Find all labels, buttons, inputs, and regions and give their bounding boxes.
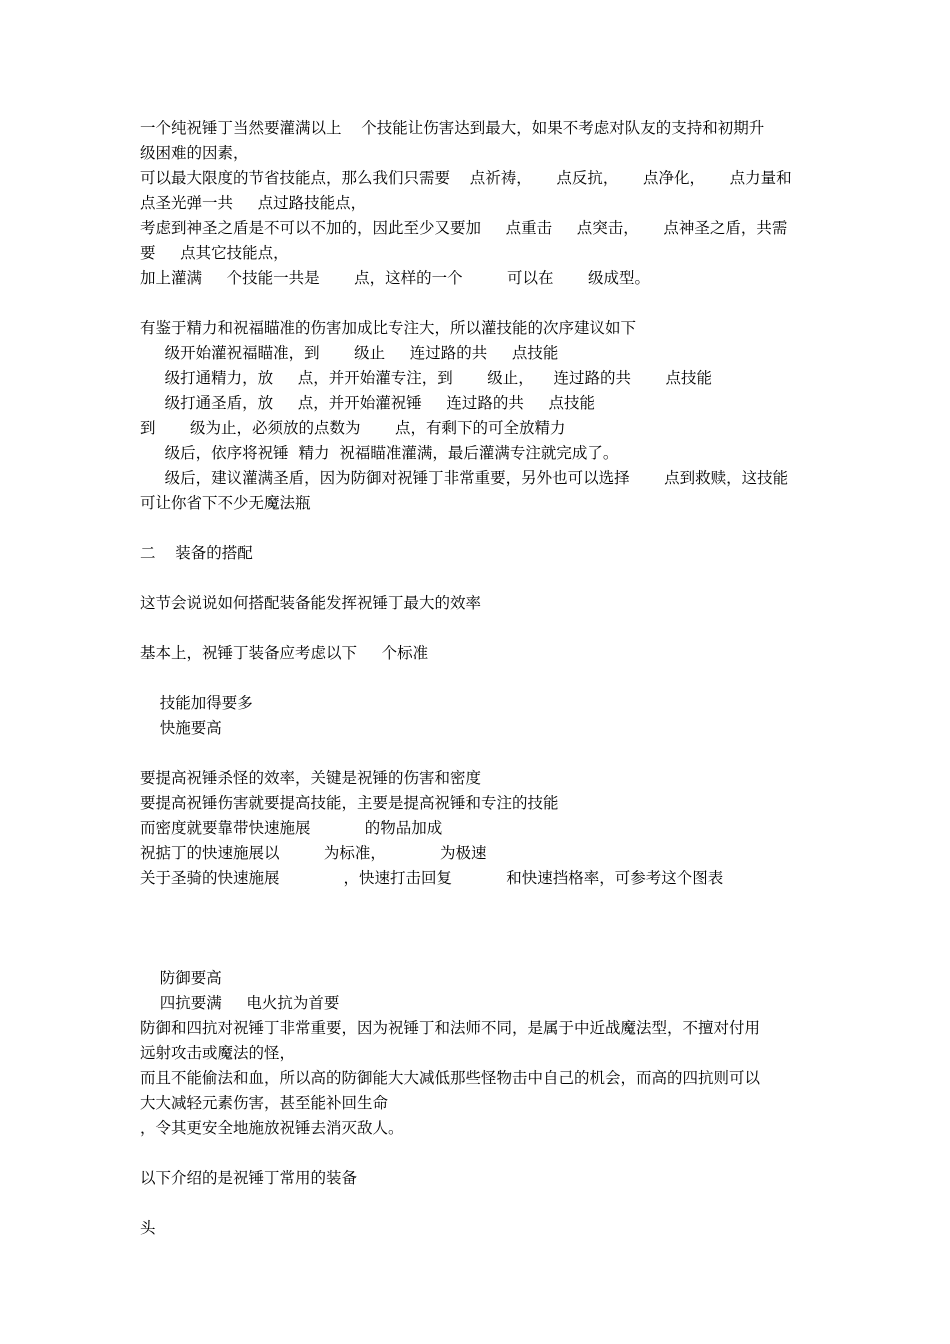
- text-line: 级后，依序将祝锤 精力 祝福瞄准灌满，最后灌满专注就完成了。: [140, 444, 619, 462]
- document-body: [140, 116, 820, 1241]
- blank-line: [140, 1191, 820, 1216]
- text-line: 基本上，祝锤丁装备应考虑以下 个标准: [140, 644, 429, 662]
- blank-line: [140, 941, 820, 966]
- text-line: 二 装备的搭配: [140, 544, 253, 562]
- text-line: 防御要高: [140, 969, 222, 987]
- text-line: 考虑到神圣之盾是不可以不加的，因此至少又要加 点重击 点突击， 点神圣之盾，共需: [140, 219, 788, 237]
- text-line: 防御和四抗对祝锤丁非常重要，因为祝锤丁和法师不同，是属于中近战魔法型，不擅对付用: [140, 1019, 761, 1037]
- text-line: ，令其更安全地施放祝锤去消灭敌人。: [140, 1119, 404, 1137]
- text-line: 快施要高: [140, 719, 222, 737]
- text-line: 级打通圣盾，放 点，并开始灌祝锤 连过路的共 点技能: [140, 394, 596, 412]
- blank-line: [140, 891, 820, 916]
- text-line: 有鉴于精力和祝福瞄准的伤害加成比专注大，所以灌技能的次序建议如下: [140, 319, 637, 337]
- text-line: 祝掂丁的快速施展以 为标准， 为极速: [140, 844, 487, 862]
- text-line: 可让你省下不少无魔法瓶: [140, 494, 311, 512]
- text-line: 级后，建议灌满圣盾，因为防御对祝锤丁非常重要，另外也可以选择 点到救赎，这技能: [140, 469, 789, 487]
- blank-line: [140, 516, 820, 541]
- blank-line: [140, 566, 820, 591]
- blank-line: [140, 666, 820, 691]
- text-line: 要 点其它技能点，: [140, 244, 289, 262]
- text-line: 远射攻击或魔法的怪，: [140, 1044, 296, 1062]
- text-line: 级开始灌祝福瞄准，到 级止 连过路的共 点技能: [140, 344, 559, 362]
- blank-line: [140, 616, 820, 641]
- text-line: 这节会说说如何搭配装备能发挥祝锤丁最大的效率: [140, 594, 482, 612]
- text-line: 可以最大限度的节省技能点，那么我们只需要 点祈祷， 点反抗， 点净化， 点力量和: [140, 169, 792, 187]
- text-line: 关于圣骑的快速施展 ，快速打击回复 和快速挡格率，可参考这个图表: [140, 869, 724, 887]
- blank-line: [140, 916, 820, 941]
- text-line: 级困难的因素，: [140, 144, 249, 162]
- blank-line: [140, 291, 820, 316]
- text-line: 而密度就要靠带快速施展 的物品加成: [140, 819, 443, 837]
- text-line: 四抗要满 电火抗为首要: [140, 994, 340, 1012]
- text-line: 一个纯祝锤丁当然要灌满以上 个技能让伤害达到最大，如果不考虑对队友的支持和初期升: [140, 119, 765, 137]
- blank-line: [140, 741, 820, 766]
- blank-line: [140, 1141, 820, 1166]
- text-line: 头: [140, 1219, 156, 1237]
- text-line: 要提高祝锤伤害就要提高技能，主要是提高祝锤和专注的技能: [140, 794, 559, 812]
- text-line: 大大减轻元素伤害，甚至能补回生命: [140, 1094, 389, 1112]
- text-line: 要提高祝锤杀怪的效率，关键是祝锤的伤害和密度: [140, 769, 482, 787]
- text-line: 加上灌满 个技能一共是 点，这样的一个 可以在 级成型。: [140, 269, 650, 287]
- text-line: 而且不能偷法和血，所以高的防御能大大减低那些怪物击中自己的机会，而高的四抗则可以: [140, 1069, 761, 1087]
- text-line: 以下介绍的是祝锤丁常用的装备: [140, 1169, 358, 1187]
- text-line: 技能加得要多: [140, 694, 253, 712]
- text-line: 点圣光弹一共 点过路技能点，: [140, 194, 367, 212]
- text-line: 级打通精力，放 点，并开始灌专注，到 级止， 连过路的共 点技能: [140, 369, 712, 387]
- text-line: 到 级为止，必须放的点数为 点，有剩下的可全放精力: [140, 419, 566, 437]
